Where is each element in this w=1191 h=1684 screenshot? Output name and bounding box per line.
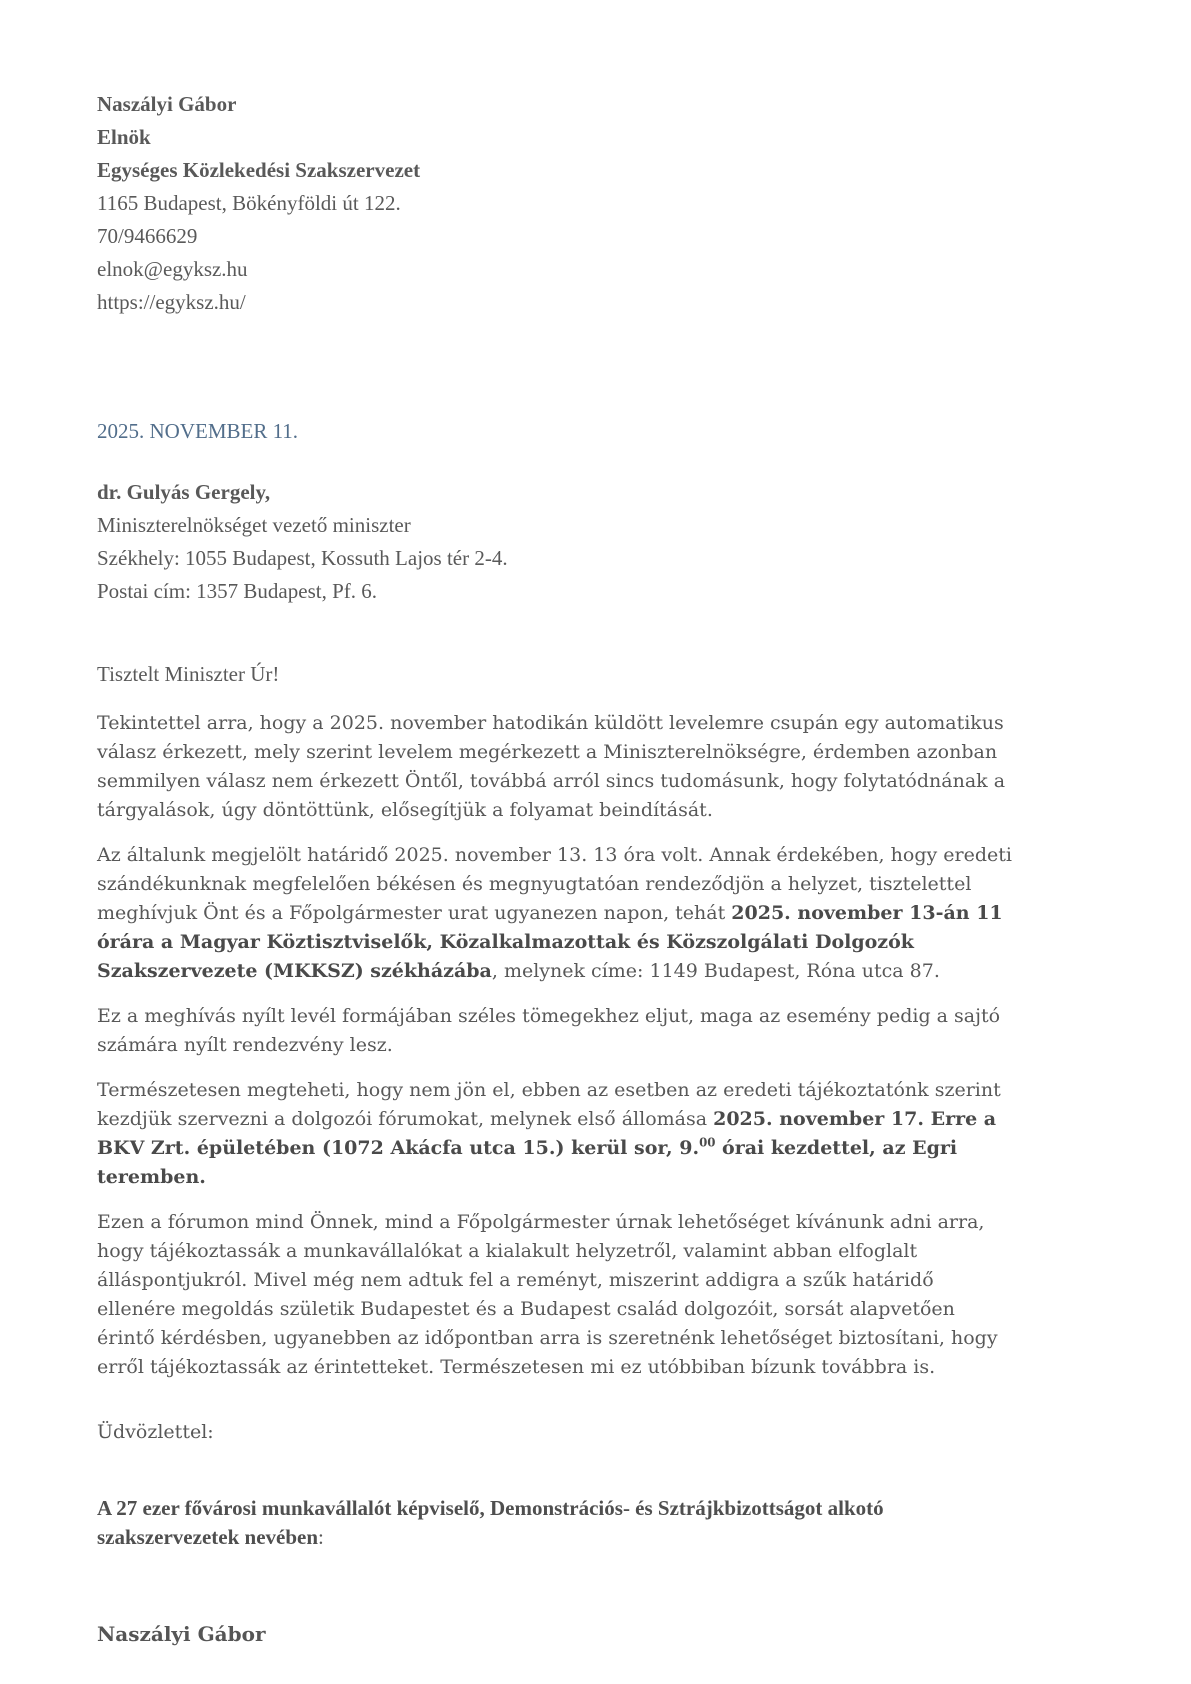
recipient-title: Miniszterelnökséget vezető miniszter [97,513,411,537]
recipient-postal-address: Postai cím: 1357 Budapest, Pf. 6. [97,579,377,603]
body-paragraph: Ezen a fórumon mind Önnek, mind a Főpolgármester úrnak lehetőséget kívánunk adni arra, hogy tájékoztassák a munkavállalókat a kialakult helyzetről, valamint abban elfoglalt álláspontjukról. Mivel még nem adtuk fel a reményt, miszerint addigra a szűk határidő ellenére megoldás születik Budapestet és a Budapest család dolgozóit, sorsát alapvetően érintő kérdésben, ugyanebben az időpontban arra is szeretnénk lehetőséget biztosítani, hogy erről tájékoztassák az érintetteket. Természetesen mi ez utóbbiban bízunk továbbra is. [97,1211,998,1378]
signature-name: Naszályi Gábor [97,1622,266,1646]
letter-date: 2025. NOVEMBER 11. [97,419,299,443]
body-paragraph: Az általunk megjelölt határidő 2025. november 13. 13 óra volt. Annak érdekében, hogy eredeti szándékunknak megfelelően békésen és megnyugtatóan rendeződjön a helyzet, tisztelettel meghívjuk Önt és a Főpolgármester urat ugyanezen napon, tehát 2025. november 13-án 11 órára a Magyar Köztisztviselők, Közalkalmazottak és Közszolgálati Dolgozók Szakszervezete (MKKSZ) székházába, melynek címe: 1149 Budapest, Róna utca 87. [97,844,1012,982]
sender-address: 1165 Budapest, Bökényföldi út 122. [97,191,401,215]
on-behalf-text: A 27 ezer fővárosi munkavállalót képviselő, Demonstrációs- és Sztrájkbizottságot alkotó szakszervezetek nevében [97,1496,884,1549]
recipient-block [97,476,1013,608]
salutation: Tisztelt Miniszter Úr! [97,662,280,686]
sender-organization: Egységes Közlekedési Szakszervezet [97,158,421,182]
recipient-seat-address: Székhely: 1055 Budapest, Kossuth Lajos tér 2-4. [97,546,508,570]
body-paragraph: Természetesen megteheti, hogy nem jön el, ebben az esetben az eredeti tájékoztatónk szerint kezdjük szervezni a dolgozói fórumokat, melynek első állomása 2025. november 17. Erre a BKV Zrt. épületében (1072 Akácfa utca 15.) kerül sor, 9.00 órai kezdettel, az Egri teremben. [97,1079,1001,1188]
sender-website: https://egyksz.hu/ [97,290,246,314]
recipient-name: dr. Gulyás Gergely, [97,480,271,504]
body-paragraph: Tekintettel arra, hogy a 2025. november hatodikán küldött levelemre csupán egy automatikus válasz érkezett, mely szerint levelem megérkezett a Miniszterelnökségre, érdemben azonban semmilyen válasz nem érkezett Öntől, továbbá arról sincs tudomásunk, hogy folytatódnának a tárgyalások, úgy döntöttünk, elősegítjük a folyamat beindítását. [97,712,1006,821]
sender-name: Naszályi Gábor [97,92,237,116]
on-behalf-colon: : [318,1525,324,1549]
body-paragraph: Ez a meghívás nyílt levél formájában széles tömegekhez eljut, maga az esemény pedig a sajtó számára nyílt rendezvény lesz. [97,1005,1001,1056]
letter-body [97,709,1013,1382]
closing-on-behalf [97,1494,1013,1552]
sender-email: elnok@egyksz.hu [97,257,248,281]
sender-title: Elnök [97,125,151,149]
closing-regards: Üdvözlettel: [97,1421,214,1443]
sender-phone: 70/9466629 [97,224,198,248]
sender-block [97,88,1013,319]
